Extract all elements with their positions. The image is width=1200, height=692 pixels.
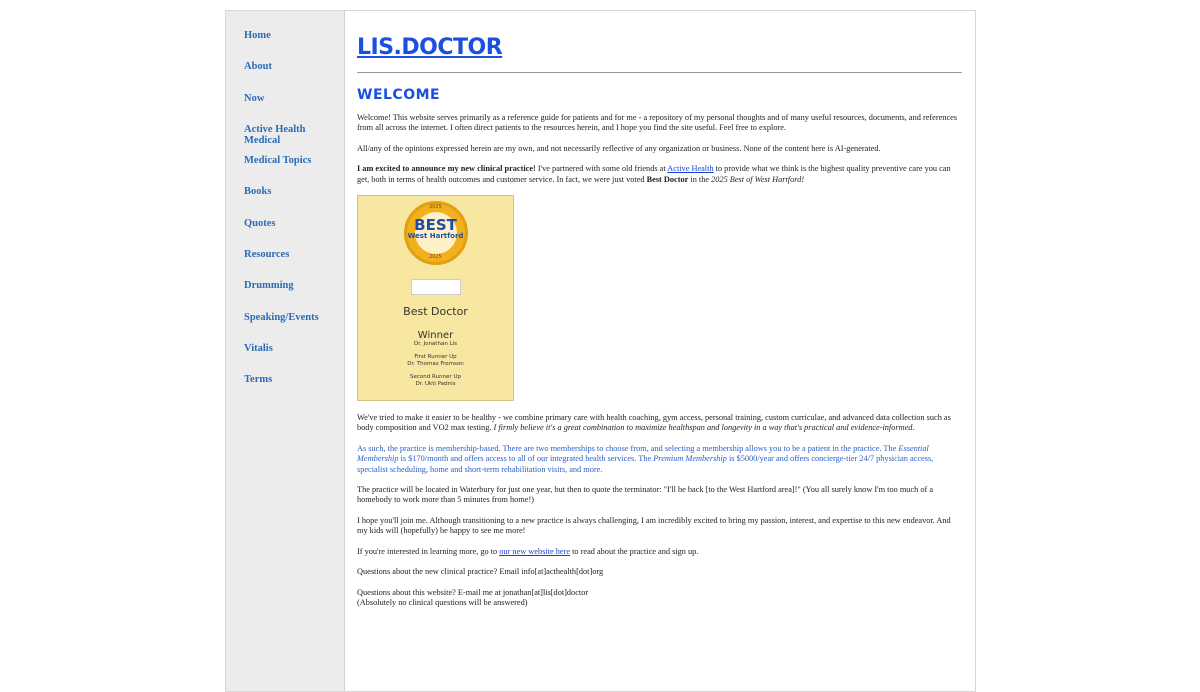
disclaimer-paragraph: All/any of the opinions expressed herein are my own, and not necessarily reflective of any organization or business. None of the content here is AI-generated. bbox=[357, 143, 881, 153]
nav-link-drumming[interactable]: Drumming bbox=[244, 280, 294, 292]
award-badge-icon bbox=[404, 201, 468, 265]
membership-text-b: is $170/month and offers access to all of our integrated health services. The bbox=[398, 454, 654, 464]
best-of-west-hartford-italic: 2025 Best of West Hartford! bbox=[711, 174, 805, 184]
welcome-heading: WELCOME bbox=[357, 87, 441, 103]
services-paragraph bbox=[357, 413, 962, 434]
sponsor-logos bbox=[411, 279, 461, 295]
learn-more-text-a: If you're interested in learning more, go to bbox=[357, 546, 500, 556]
nav-link-home[interactable]: Home bbox=[244, 30, 271, 41]
best-of-west-hartford-award-image bbox=[357, 195, 514, 401]
essential-membership-italic: Essential Membership bbox=[357, 443, 929, 464]
title-divider bbox=[357, 72, 962, 73]
nav-link-terms[interactable]: Terms bbox=[244, 374, 273, 386]
join-paragraph: I hope you'll join me. Although transitioning to a new practice is always challenging, I am incredibly excited to bring my passion, interest, and expertise to this new endeavor. And my kids will (hopefully) be happy to see me more! bbox=[357, 515, 951, 536]
main-content bbox=[357, 11, 962, 618]
nav-link-speaking-events[interactable]: Speaking/Events bbox=[244, 311, 319, 323]
announcement-text-a: I've partnered with some old friends at bbox=[535, 164, 668, 174]
intro-paragraph: Welcome! This website serves primarily as a reference guide for patients and for me - a repository of my personal thoughts and of many useful resources, documents, and references from all across the internet. I often direct patients to the resources herein, and I hope you find the site useful. Feel free to explore. bbox=[357, 113, 958, 133]
badge-best: BEST bbox=[414, 216, 457, 235]
nav-link-resources[interactable]: Resources bbox=[244, 249, 290, 261]
active-health-link[interactable]: Active Health bbox=[667, 164, 714, 174]
learn-more-text-b: to read about the practice and sign up. bbox=[570, 546, 699, 556]
services-text: We've tried to make it easier to be healthy - we combine primary care with health coaching, gym access, personal training, custom curriculae, and advanced data collection such as body composition and VO2 max testing. bbox=[357, 413, 951, 433]
announcement-bold: I am excited to announce my new clinical practice! bbox=[357, 164, 536, 174]
award-winner-name: Dr. Jonathan Lis bbox=[413, 341, 458, 348]
badge-year-top: 2025 bbox=[429, 204, 442, 211]
services-italic: I firmly believe it's a great combination to maximize healthspan and longevity in a way that's practical and evidence-informed. bbox=[493, 423, 915, 433]
award-runner1-label: First Runner Up bbox=[414, 354, 457, 361]
badge-place: West Hartford bbox=[407, 232, 464, 241]
practice-questions-paragraph: Questions about the new clinical practice? Email info[at]acthealth[dot]org bbox=[357, 567, 604, 577]
sidebar-nav bbox=[226, 11, 345, 691]
award-runner1-name: Dr. Thomas Fromson bbox=[407, 361, 464, 368]
website-questions-paragraph bbox=[357, 588, 962, 609]
website-questions-text: Questions about this website? E-mail me at jonathan[at]lis[dot]doctor bbox=[357, 587, 589, 597]
award-runner2-name: Dr. Ukti Padnis bbox=[415, 381, 456, 388]
membership-paragraph bbox=[357, 444, 962, 475]
announcement-text-c: in the bbox=[688, 174, 712, 184]
page-frame bbox=[225, 10, 976, 692]
nav-link-medical-topics[interactable]: Medical Topics bbox=[244, 155, 312, 167]
nav-link-books[interactable]: Books bbox=[244, 186, 272, 198]
nav-link-about[interactable]: About bbox=[244, 61, 273, 73]
nav-link-now[interactable]: Now bbox=[244, 92, 265, 104]
new-website-link[interactable]: our new website here bbox=[499, 546, 571, 556]
premium-membership-italic: Premium Membership bbox=[653, 454, 727, 464]
nav-link-vitalis[interactable]: Vitalis bbox=[244, 342, 273, 354]
location-paragraph: The practice will be located in Waterbury for just one year, but then to quote the terminator: "I'll be back [to the West Hartford area]!" (You all surely know I'm too much of a homebody to work more than 5 minutes from home!) bbox=[357, 485, 934, 505]
membership-text-c: is $5000/year and offers concierge-tier 24/7 physician access, specialist scheduling, home and short-term rehabilitation visits, and more. bbox=[357, 454, 934, 474]
best-doctor-bold: Best Doctor bbox=[646, 174, 689, 184]
membership-text-a: As such, the practice is membership-based. There are two memberships to choose from, and selecting a membership allows you to be a patient in the practice. The bbox=[357, 443, 899, 453]
site-title-link[interactable]: LIS.DOCTOR bbox=[357, 35, 503, 60]
no-clinical-questions-text: (Absolutely no clinical questions will be answered) bbox=[357, 597, 528, 607]
announcement-paragraph bbox=[357, 164, 962, 185]
nav-link-quotes[interactable]: Quotes bbox=[244, 217, 276, 229]
announcement-text-b: to provide what we think is the highest quality preventive care you can get, both in terms of health outcomes and customer service. In fact, we were just voted bbox=[357, 164, 951, 184]
nav-link-active-health-medical[interactable]: Active Health Medical bbox=[244, 123, 306, 146]
award-runner2-label: Second Runner Up bbox=[410, 374, 461, 381]
award-winner-label: Winner bbox=[417, 330, 454, 342]
award-category: Best Doctor bbox=[403, 305, 468, 319]
badge-year-bottom: 2025 bbox=[429, 254, 442, 261]
learn-more-paragraph bbox=[357, 547, 962, 557]
